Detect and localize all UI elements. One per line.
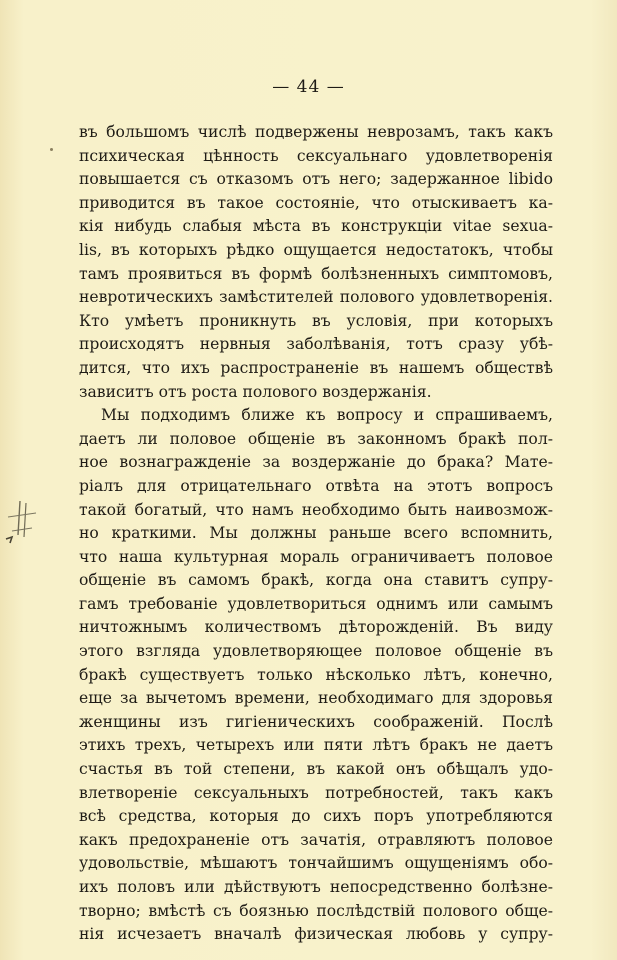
paper-speck	[50, 148, 53, 151]
pencil-margin-mark	[2, 495, 42, 555]
text-line: еще за вычетомъ времени, необходимаго для здоровья	[79, 689, 553, 708]
text-line: такой богатый, что намъ необходимо быть наивозмож-	[79, 500, 553, 519]
text-line: невротическихъ замѣстителей полового удовлетворенія.	[79, 288, 553, 307]
text-line: зависитъ отъ роста полового воздержанія.	[79, 382, 432, 401]
text-line: гамъ требованіе удовлетвориться однимъ или самымъ	[79, 594, 553, 613]
text-line: но краткими. Мы должны раньше всего вспомнить,	[79, 524, 553, 543]
text-line: бракѣ существуетъ только нѣсколько лѣтъ, конечно,	[79, 665, 553, 684]
text-line: Мы подходимъ ближе къ вопросу и спрашиваемъ,	[101, 406, 553, 425]
text-line: lis, въ которыхъ рѣдко ощущается недостатокъ, чтобы	[79, 240, 553, 259]
text-line: тамъ проявиться въ формѣ болѣзненныхъ симптомовъ,	[79, 264, 553, 283]
text-line: ничтожнымъ количествомъ дѣторожденій. Въ виду	[79, 618, 553, 637]
text-line: кія нибудь слабыя мѣста въ конструкціи vitae sexua-	[79, 217, 553, 236]
text-line: что наша культурная мораль ограничиваетъ половое	[79, 547, 553, 566]
text-line: всѣ средства, которыя до сихъ поръ употребляются	[79, 807, 553, 826]
text-line: общеніе въ самомъ бракѣ, когда она ставитъ супру-	[79, 571, 553, 590]
text-line: въ большомъ числѣ подвержены неврозамъ, такъ какъ	[79, 123, 553, 141]
text-line: повышается съ отказомъ отъ него; задержанное libido	[79, 170, 553, 189]
body-text	[79, 121, 553, 947]
text-line: нія исчезаетъ вначалѣ физическая любовь у супру-	[79, 925, 553, 944]
text-line: этого взгляда удовлетворяющее половое общеніе въ	[79, 642, 553, 661]
page-number: — 44 —	[272, 77, 345, 97]
text-line: ное вознагражденіе за воздержаніе до брака? Мате-	[79, 453, 553, 472]
text-line: ріалъ для отрицательнаго отвѣта на этотъ вопросъ	[79, 476, 553, 495]
text-line: приводится въ такое состояніе, что отыскиваетъ ка-	[79, 193, 553, 212]
text-line: дится, что ихъ распространеніе въ нашемъ обществѣ	[79, 358, 553, 377]
text-line: этихъ трехъ, четырехъ или пяти лѣтъ бракъ не даетъ	[79, 736, 553, 755]
text-line: даетъ ли половое общеніе въ законномъ бракѣ пол-	[79, 429, 553, 448]
text-line: ихъ половъ или дѣйствуютъ непосредственно болѣзне-	[79, 878, 553, 896]
text-line: происходятъ нервныя заболѣванія, тотъ сразу убѣ-	[79, 335, 553, 354]
text-line: психическая цѣнность сексуальнаго удовлетворенія	[79, 146, 553, 165]
text-line: удовольствіе, мѣшаютъ тончайшимъ ощущеніямъ обо-	[79, 854, 553, 873]
text-line: женщины изъ гигіеническихъ соображеній. Послѣ	[79, 712, 553, 731]
text-line: какъ предохраненіе отъ зачатія, отравляютъ половое	[79, 830, 553, 849]
text-line: Кто умѣетъ проникнуть въ условія, при которыхъ	[79, 311, 553, 330]
text-line: влетвореніе сексуальныхъ потребностей, такъ какъ	[79, 783, 553, 802]
text-line: счастья въ той степени, въ какой онъ обѣщалъ удо-	[79, 760, 553, 779]
text-line: творно; вмѣстѣ съ боязнью послѣдствій полового обще-	[79, 901, 553, 920]
